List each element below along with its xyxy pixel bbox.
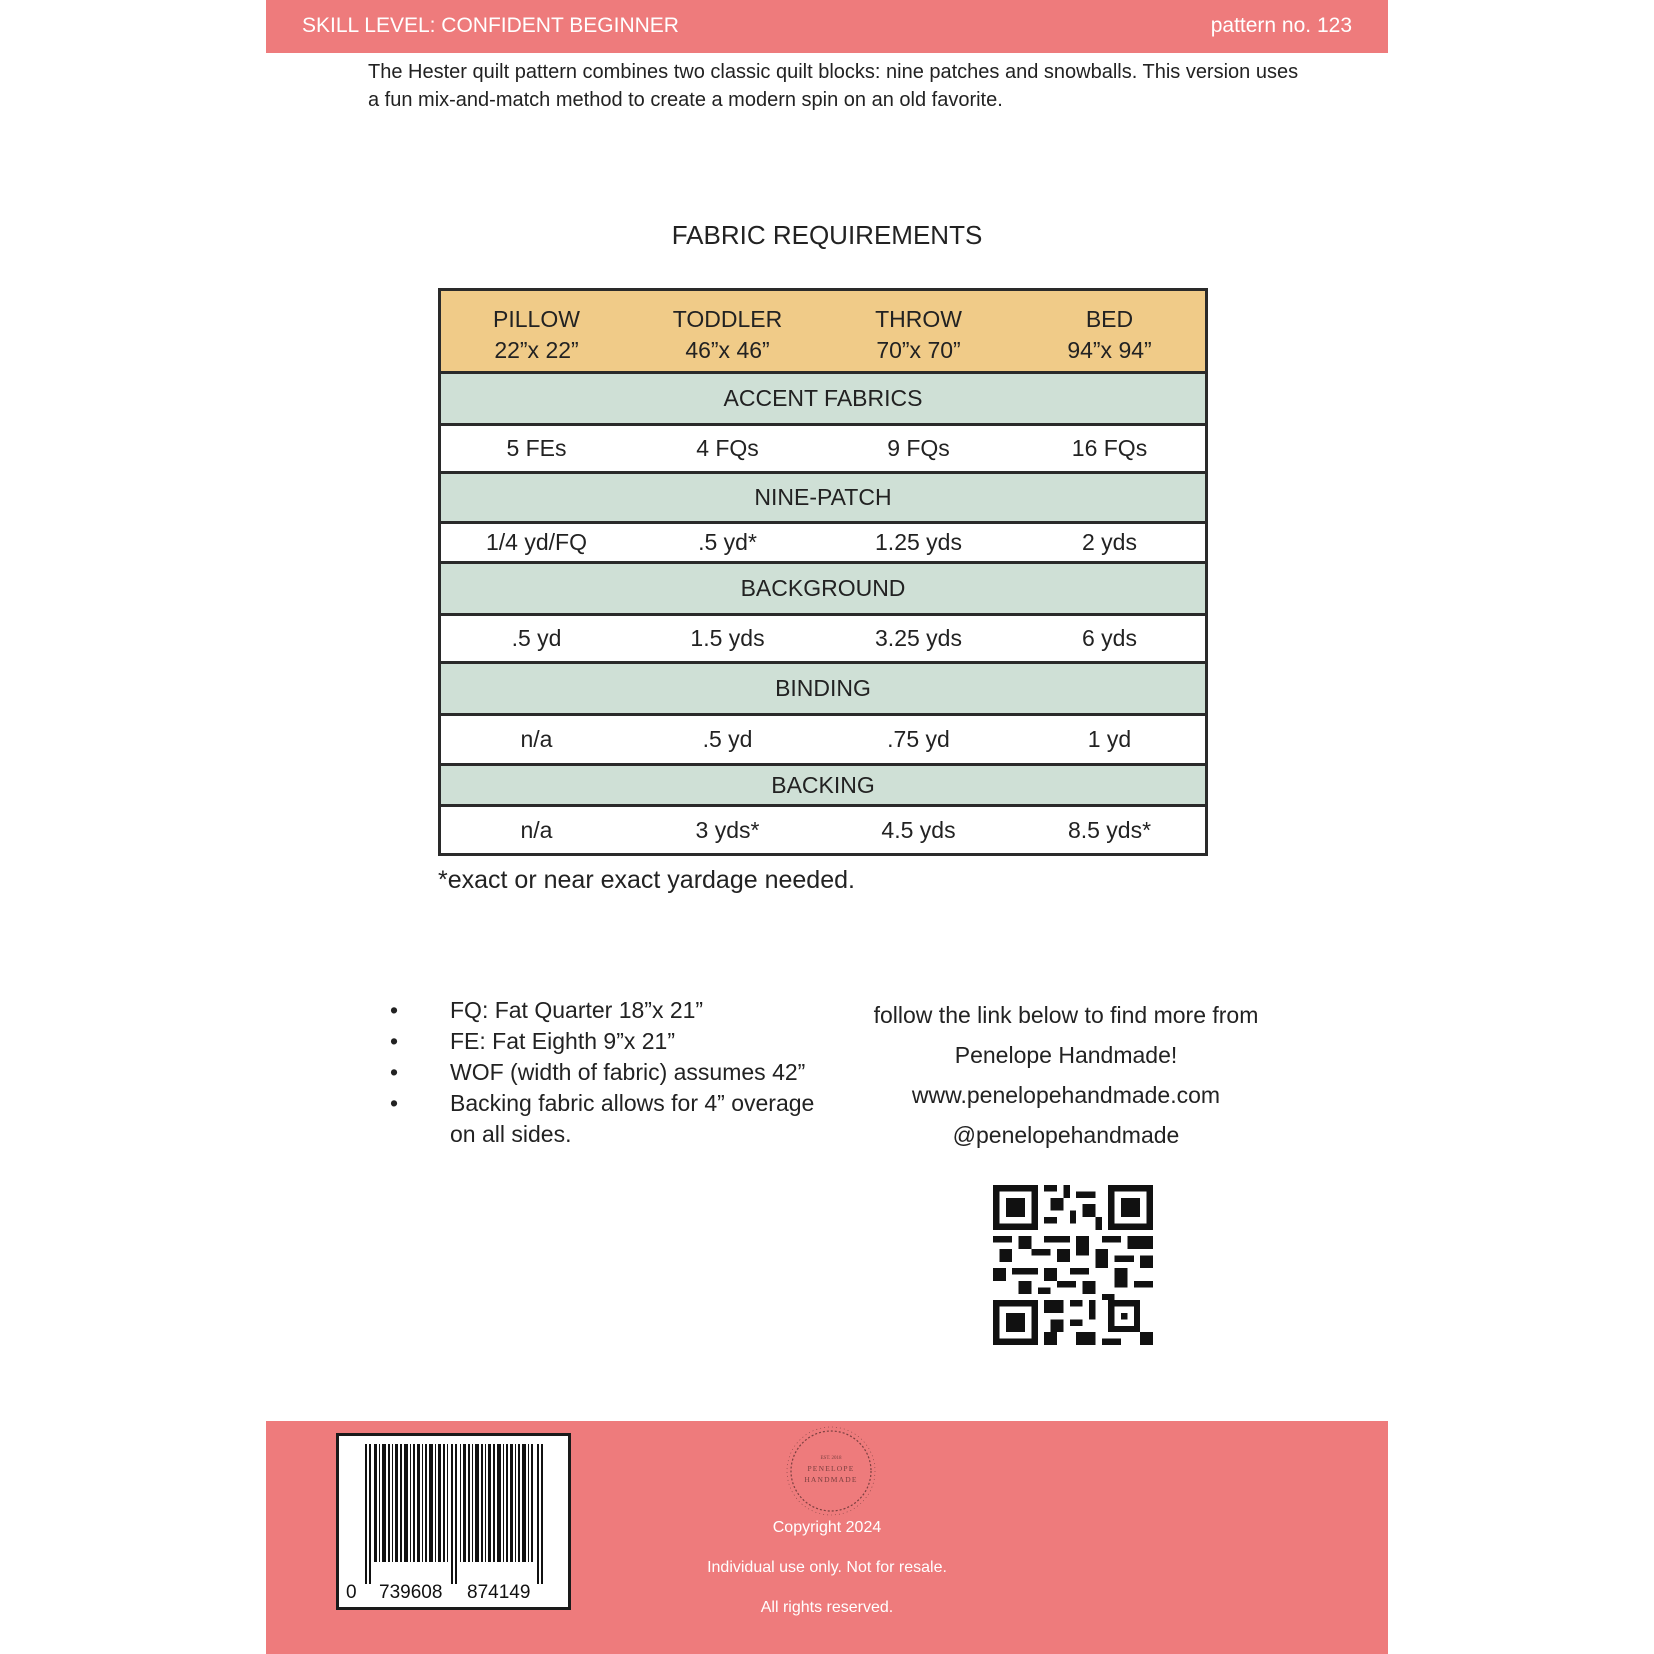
size-bed (1014, 291, 1205, 371)
table-cell: 9 FQs (887, 435, 950, 461)
table-cell: 1.5 yds (690, 625, 765, 651)
values-binding (441, 713, 1205, 763)
table-cell: n/a (520, 726, 553, 752)
size-name: BED (1085, 306, 1134, 332)
size-throw (823, 291, 1014, 371)
skill-level: SKILL LEVEL: CONFIDENT BEGINNER (302, 14, 679, 37)
section-background: BACKGROUND (441, 561, 1205, 613)
intro-text: The Hester quilt pattern combines two classic quilt blocks: nine patches and snowballs. This version uses a fun mix-and-match method to create a modern spin on an old favorite. (368, 61, 1299, 111)
size-dim: 22”x 22” (494, 337, 579, 363)
social-handle[interactable]: @penelopehandmade (952, 1122, 1180, 1148)
section-backing: BACKING (441, 763, 1205, 804)
table-cell: 2 yds (1082, 529, 1137, 555)
list-item-text: FQ: Fat Quarter 18”x 21” (450, 997, 704, 1023)
list-item (390, 1026, 820, 1057)
bullet-icon: • (390, 997, 399, 1023)
list-item-text: FE: Fat Eighth 9”x 21” (450, 1028, 675, 1054)
yardage-note: *exact or near exact yardage needed. (438, 866, 855, 894)
top-banner (266, 0, 1388, 53)
rights-text: All rights reserved. (760, 1599, 894, 1616)
bullet-icon: • (390, 1059, 399, 1085)
size-name: THROW (875, 306, 962, 332)
section-binding: BINDING (441, 661, 1205, 713)
section-accent-fabrics: ACCENT FABRICS (441, 371, 1205, 423)
size-name: PILLOW (493, 306, 580, 332)
table-cell: .75 yd (887, 726, 950, 752)
table-cell: n/a (520, 817, 553, 843)
follow-block (846, 995, 1286, 1155)
table-cell: 6 yds (1082, 625, 1137, 651)
table-cell: 1.25 yds (875, 529, 962, 555)
table-cell: 8.5 yds* (1067, 817, 1152, 843)
list-item-text: WOF (width of fabric) assumes 42” (450, 1059, 806, 1085)
brand-line: Penelope Handmade! (954, 1042, 1178, 1068)
fabric-requirements-title: FABRIC REQUIREMENTS (671, 220, 983, 250)
size-header-row (441, 291, 1205, 371)
size-pillow (441, 291, 632, 371)
table-cell: .5 yd* (698, 529, 757, 555)
list-item (390, 1057, 820, 1088)
table-cell: 1/4 yd/FQ (486, 529, 587, 555)
barcode-digit-lead: 0 (346, 1582, 357, 1603)
size-dim: 94”x 94” (1067, 337, 1152, 363)
bullet-icon: • (390, 1090, 399, 1116)
table-cell: 16 FQs (1071, 435, 1148, 461)
list-item (390, 1088, 820, 1150)
logo-line2: HANDMADE (804, 1475, 858, 1484)
table-cell: 3.25 yds (875, 625, 962, 651)
logo-est: EST. 2018 (820, 1456, 842, 1461)
table-cell: 1 yd (1087, 726, 1132, 752)
list-item (390, 995, 820, 1026)
pattern-page (266, 0, 1388, 1654)
size-dim: 46”x 46” (685, 337, 770, 363)
table-cell: .5 yd (511, 625, 562, 651)
size-name: TODDLER (672, 306, 783, 332)
table-cell: 4.5 yds (881, 817, 956, 843)
qr-code-icon[interactable] (993, 1185, 1153, 1345)
barcode-digits-left: 739608 (379, 1582, 443, 1603)
abbreviation-list (390, 995, 820, 1150)
fabric-table (438, 288, 1208, 856)
size-dim: 70”x 70” (876, 337, 961, 363)
copyright-text: Copyright 2024 (772, 1519, 882, 1536)
table-cell: 3 yds* (695, 817, 760, 843)
bullet-icon: • (390, 1028, 399, 1054)
penelope-handmade-logo-icon (781, 1421, 881, 1521)
list-item-text: Backing fabric allows for 4” overage on all sides. (450, 1090, 815, 1147)
website-link[interactable]: www.penelopehandmade.com (911, 1082, 1221, 1108)
barcode-digits-right: 874149 (467, 1582, 531, 1603)
table-cell: 4 FQs (696, 435, 759, 461)
follow-line: follow the link below to find more from (873, 1002, 1259, 1028)
logo-line1: PENELOPE (807, 1464, 855, 1473)
footer-banner (266, 1421, 1388, 1654)
pattern-number: pattern no. 123 (1210, 14, 1352, 37)
table-cell: .5 yd (702, 726, 753, 752)
values-background (441, 613, 1205, 661)
use-text: Individual use only. Not for resale. (707, 1559, 947, 1576)
values-accent-fabrics (441, 423, 1205, 471)
table-cell: 5 FEs (506, 435, 567, 461)
section-nine-patch: NINE-PATCH (441, 471, 1205, 521)
size-toddler (632, 291, 823, 371)
values-backing (441, 804, 1205, 853)
values-nine-patch (441, 521, 1205, 561)
